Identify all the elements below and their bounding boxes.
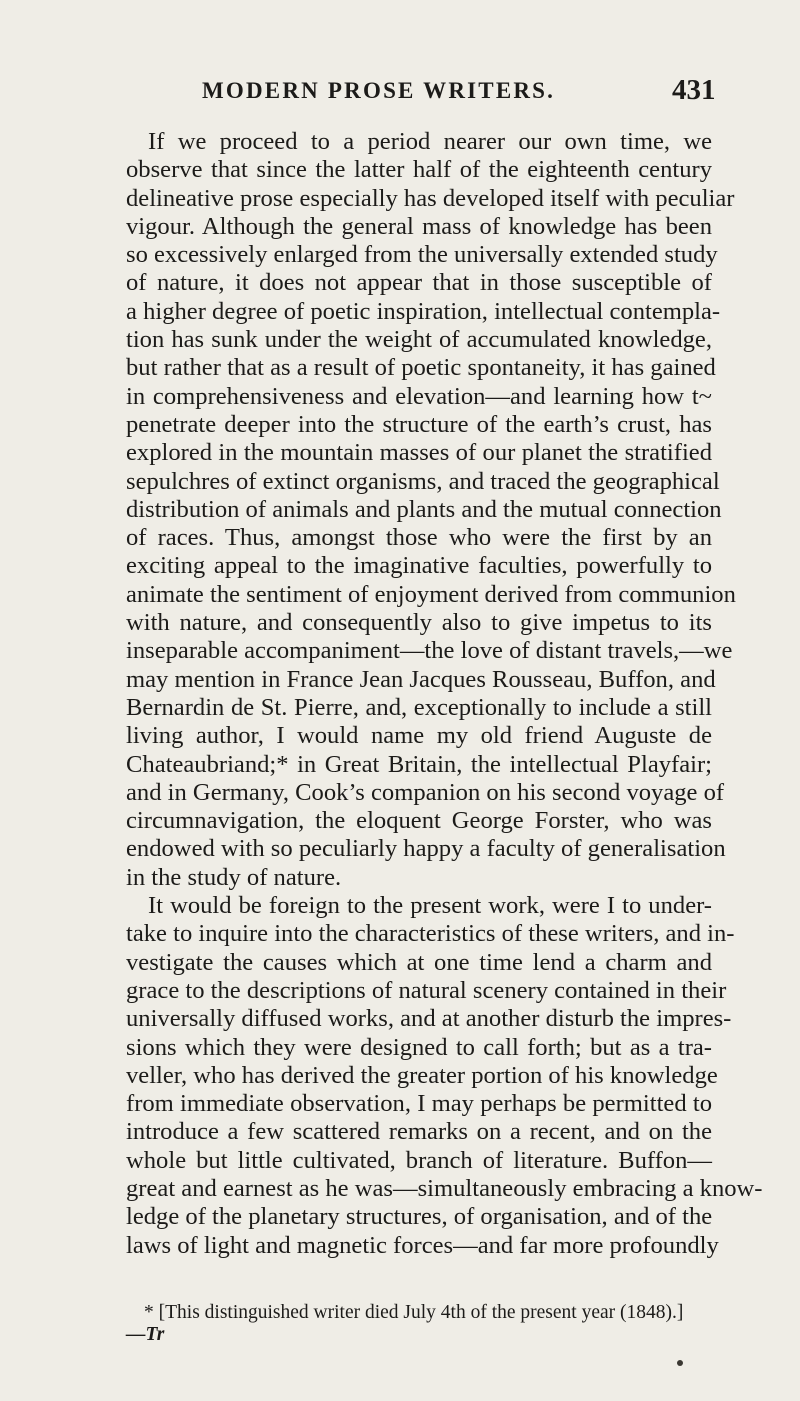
text-line: explored in the mountain masses of our planet the stratified bbox=[126, 439, 712, 467]
text-line: with nature, and consequently also to give impetus to its bbox=[126, 609, 712, 637]
text-line: laws of light and magnetic forces—and far more profoundly bbox=[126, 1231, 719, 1259]
text-line: sepulchres of extinct organisms, and traced the geographical bbox=[126, 467, 720, 495]
text-line: If we proceed to a period nearer our own time, we bbox=[148, 128, 712, 155]
text-line: exciting appeal to the imaginative faculties, powerfully to bbox=[126, 552, 712, 580]
page-header bbox=[0, 74, 800, 118]
page-number: 431 bbox=[672, 74, 716, 106]
text-line: living author, I would name my old friend Auguste de bbox=[126, 722, 712, 750]
text-line: sions which they were designed to call forth; but as a tra- bbox=[126, 1033, 712, 1061]
text-line: observe that since the latter half of the eighteenth century bbox=[126, 156, 712, 184]
footnote-text: * [This distinguished writer died July 4th of the present year (1848).] bbox=[144, 1302, 684, 1323]
body-text bbox=[126, 128, 763, 1260]
text-line: veller, who has derived the greater portion of his knowledge bbox=[126, 1061, 718, 1089]
text-line: whole but little cultivated, branch of literature. Buffon— bbox=[126, 1146, 712, 1174]
text-line: ledge of the planetary structures, of organisation, and of the bbox=[126, 1203, 713, 1231]
text-line: a higher degree of poetic inspiration, intellectual contempla- bbox=[126, 297, 721, 325]
running-head: MODERN PROSE WRITERS. bbox=[202, 78, 556, 103]
text-line: so excessively enlarged from the universally extended study bbox=[126, 241, 718, 269]
text-line: delineative prose especially has developed itself with peculiar bbox=[126, 184, 735, 212]
text-line: of nature, it does not appear that in those susceptible of bbox=[126, 269, 712, 297]
text-line: introduce a few scattered remarks on a recent, and on the bbox=[126, 1118, 712, 1146]
text-line: vestigate the causes which at one time lend a charm and bbox=[126, 948, 712, 976]
text-line: It would be foreign to the present work, were I to under- bbox=[148, 892, 712, 920]
text-line: inseparable accompaniment—the love of distant travels,—we bbox=[126, 637, 733, 665]
text-line: and in Germany, Cook’s companion on his second voyage of bbox=[126, 778, 725, 806]
footnote bbox=[126, 1302, 712, 1346]
text-line: in the study of nature. bbox=[126, 863, 342, 891]
text-line: distribution of animals and plants and the mutual connection bbox=[126, 495, 722, 523]
text-line: in comprehensiveness and elevation—and learning how t~ bbox=[126, 382, 712, 410]
text-line: endowed with so peculiarly happy a faculty of generalisation bbox=[126, 835, 726, 863]
text-line: Bernardin de St. Pierre, and, exceptionally to include a still bbox=[126, 693, 712, 721]
text-line: circumnavigation, the eloquent George Forster, who was bbox=[126, 807, 712, 835]
text-line: of races. Thus, amongst those who were the first by an bbox=[126, 524, 712, 552]
text-line: animate the sentiment of enjoyment derived from communion bbox=[126, 580, 736, 608]
ink-speck bbox=[677, 1360, 683, 1366]
text-line: grace to the descriptions of natural scenery contained in their bbox=[126, 976, 727, 1004]
text-line: from immediate observation, I may perhaps be permitted to bbox=[126, 1090, 712, 1118]
text-line: but rather that as a result of poetic spontaneity, it has gained bbox=[126, 354, 716, 382]
text-line: penetrate deeper into the structure of the earth’s crust, has bbox=[126, 410, 712, 438]
text-line: may mention in France Jean Jacques Rousseau, Buffon, and bbox=[126, 665, 716, 693]
text-line: take to inquire into the characteristics of these writers, and in- bbox=[126, 920, 735, 948]
text-line: vigour. Although the general mass of knowledge has been bbox=[126, 212, 712, 240]
text-line: Chateaubriand;* in Great Britain, the intellectual Playfair; bbox=[126, 750, 712, 778]
footnote-signature: —Tr bbox=[126, 1324, 165, 1345]
text-line: tion has sunk under the weight of accumulated knowledge, bbox=[126, 326, 712, 354]
text-line: great and earnest as he was—simultaneously embracing a know- bbox=[126, 1174, 763, 1202]
text-line: universally diffused works, and at another disturb the impres- bbox=[126, 1005, 732, 1033]
